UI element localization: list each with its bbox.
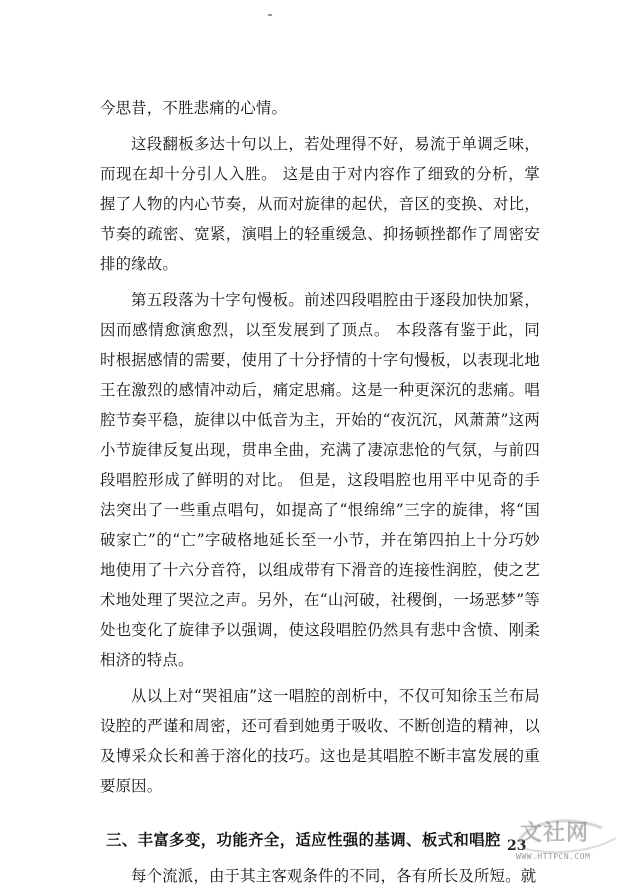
body-text xyxy=(100,93,540,891)
paragraph-3: 第五段落为十字句慢板。前述四段唱腔由于逐段加快加紧，因而感情愈演愈烈，以至发展到了顶点。 本段落有鉴于此，同时根据感情的需要，使用了十分抒情的十字句慢板，以表现北地王在激烈的感情冲动后，痛定思痛。这是一种更深沉的悲痛。唱腔节奏平稳，旋律以中低音为主，开始的“夜沉沉，风萧萧”这两小节旋律反复出现，贯串全曲，充满了凄凉悲怆的气氛，与前四段唱腔形成了鲜明的对比。 但是，这段唱腔也用平中见奇的手法突出了一些重点唱句，如提高了“恨绵绵”三字的旋律，将“国破家亡”的“亡”字破格地延长至一小节，并在第四拍上十分巧妙地使用了十六分音符，以组成带有下滑音的连接性润腔，使之艺术地处理了哭泣之声。另外，在“山河破，社稷倒，一场恶梦”等处也变化了旋律予以强调，使这段唱腔仍然具有悲中含愤、刚柔相济的特点。 xyxy=(100,291,540,669)
paragraph-4: 从以上对“哭祖庙”这一唱腔的剖析中，不仅可知徐玉兰布局设腔的严谨和周密，还可看到她勇于吸收、不断创造的精神，以及博采众长和善于溶化的技巧。这也是其唱腔不断丰富发展的重要原因。 xyxy=(100,687,540,795)
section-heading: 三、丰富多变，功能齐全，适应性强的基调、板式和唱腔 xyxy=(106,831,501,849)
closing-paragraph: 每个流派，由于其主客观条件的不同，各有所长及所短。就 xyxy=(131,867,537,885)
watermark-text: 文社网 xyxy=(520,820,590,846)
watermark-url: WWW.HTTPCN.COM xyxy=(516,852,591,861)
page-number: 23 xyxy=(507,838,527,854)
scan-mark xyxy=(268,14,272,16)
paragraph-2: 这段翻板多达十句以上，若处理得不好，易流于单调乏味，而现在却十分引人入胜。 这是由于对内容作了细致的分析，掌握了人物的内心节奏，从而对旋律的起伏，音区的变换、对比，节奏的疏密、宽紧，演唱上的轻重缓急、抑扬顿挫都作了周密安排的缘故。 xyxy=(100,135,540,273)
watermark-logo xyxy=(512,812,624,872)
paragraph-1: 今思昔，不胜悲痛的心情。 xyxy=(100,99,288,117)
